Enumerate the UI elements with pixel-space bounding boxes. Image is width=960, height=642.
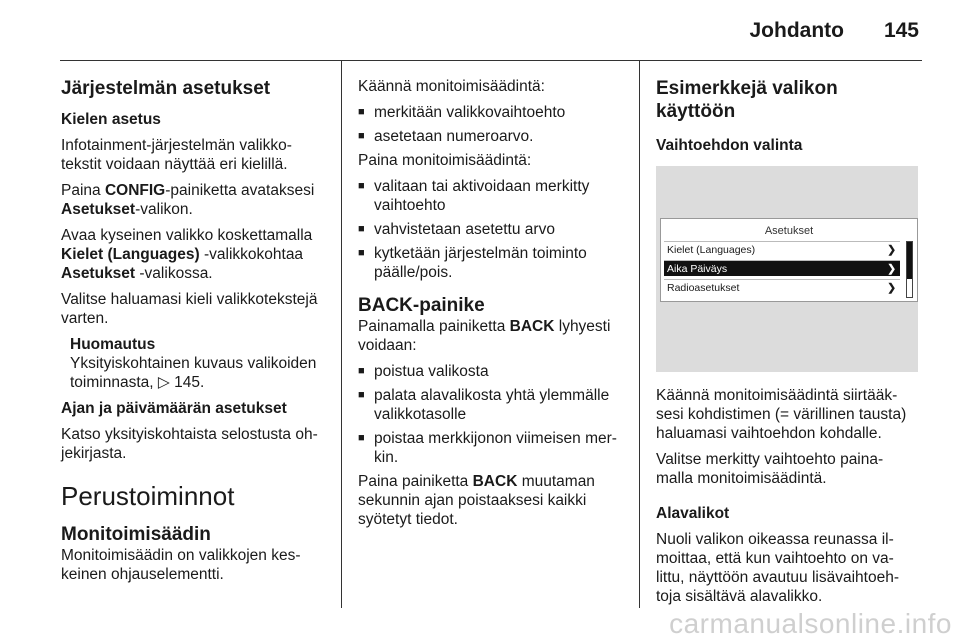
menu-row-selected: Aika Päiväys ❯ xyxy=(664,260,900,276)
menu-row: Radioasetukset ❯ xyxy=(664,279,900,295)
subsection-title: Kielen asetus xyxy=(61,111,161,128)
list-item: ■ poistua valikosta xyxy=(358,362,626,381)
paragraph: Monitoimisäädin on valikkojen kes-keinen ohjauselementti. xyxy=(61,547,301,583)
subsection-title: Alavalikot xyxy=(656,505,730,522)
list-item: ■ poistaa merkkijonon viimeisen mer-kin. xyxy=(358,429,626,467)
note-box xyxy=(61,335,329,392)
chevron-right-icon: ❯ xyxy=(887,244,896,256)
bullet-list xyxy=(358,177,626,282)
list-item: ■ asetetaan numeroarvo. xyxy=(358,127,626,146)
list-item: ■ vahvistetaan asetettu arvo xyxy=(358,220,626,239)
chevron-right-icon: ❯ xyxy=(887,263,896,275)
list-item: ■ palata alavalikosta yhtä ylemmälle valikkotasolle xyxy=(358,386,626,424)
screen-title: Asetukset xyxy=(764,225,814,237)
header-title: Johdanto xyxy=(749,19,844,42)
section-title: Monitoimisäädin xyxy=(61,524,211,545)
list-item: ■ merkitään valikkovaihtoehto xyxy=(358,103,626,122)
paragraph: Käännä monitoimisäädintä: xyxy=(358,78,545,95)
back-button-label: BACK xyxy=(509,318,555,335)
page-number: 145 xyxy=(883,19,919,42)
paragraph: Avaa kyseinen valikko koskettamalla Kielet (Languages) -valikkokohtaa Asetukset -valikossa. xyxy=(61,227,313,282)
config-button-label: CONFIG xyxy=(104,182,166,199)
paragraph: Paina painiketta BACK muutaman sekunnin ajan poistaaksesi kaikki syötetyt tiedot. xyxy=(358,473,595,528)
scrollbar-thumb xyxy=(907,242,912,279)
paragraph: Paina CONFIG-painiketta avataksesi Asetukset-valikon. xyxy=(61,182,315,218)
chevron-right-icon: ❯ xyxy=(887,282,896,294)
display-screen xyxy=(660,218,918,302)
column-divider xyxy=(639,60,640,608)
watermark: carmanualsonline.info xyxy=(669,608,952,639)
paragraph: Valitse haluamasi kieli valikkotekstejä varten. xyxy=(61,291,318,327)
paragraph: Käännä monitoimisäädintä siirtääk-sesi kohdistimen (= värillinen tausta) haluamasi vaihtoehdon kohdalle. xyxy=(656,387,907,442)
column-divider xyxy=(341,60,342,608)
bullet-list xyxy=(358,103,626,146)
chapter-title: Perustoiminnot xyxy=(61,481,235,511)
subsection-title: Ajan ja päivämäärän asetukset xyxy=(61,400,287,417)
bullet-list xyxy=(358,362,626,467)
note-title: Huomautus xyxy=(70,336,156,353)
paragraph: Painamalla painiketta BACK lyhyesti voidaan: xyxy=(358,318,611,354)
subsection-title: Vaihtoehdon valinta xyxy=(656,137,803,154)
section-title: BACK-painike xyxy=(358,295,485,316)
column-left xyxy=(61,77,329,591)
list-item: ■ kytketään järjestelmän toiminto päälle/pois. xyxy=(358,244,626,282)
section-title: Järjestelmän asetukset xyxy=(61,78,271,99)
note-text: Yksityiskohtainen kuvaus valikoiden toiminnasta, ▷ 145. xyxy=(70,355,317,391)
menu-screen-illustration xyxy=(656,166,918,372)
column-right xyxy=(656,77,920,613)
column-middle xyxy=(358,77,626,536)
page-header xyxy=(60,0,922,61)
paragraph: Infotainment-järjestelmän valikko-tekstit voidaan näyttää eri kielillä. xyxy=(61,137,292,173)
section-title: Esimerkkejä valikon käyttöön xyxy=(656,78,838,122)
paragraph: Valitse merkitty vaihtoehto paina-malla monitoimisäädintä. xyxy=(656,451,884,487)
menu-row: Kielet (Languages) ❯ xyxy=(664,241,900,257)
paragraph: Nuoli valikon oikeassa reunassa il-moittaa, että kun vaihtoehto on va-littu, näyttöön avautuu lisävaihtoeh-toja sisältävä alavalikko. xyxy=(656,531,899,605)
paragraph: Paina monitoimisäädintä: xyxy=(358,152,532,169)
paragraph: Katso yksityiskohtaista selostusta oh-jekirjasta. xyxy=(61,426,318,462)
scrollbar xyxy=(906,241,913,298)
list-item: ■ valitaan tai aktivoidaan merkitty vaihtoehto xyxy=(358,177,626,215)
